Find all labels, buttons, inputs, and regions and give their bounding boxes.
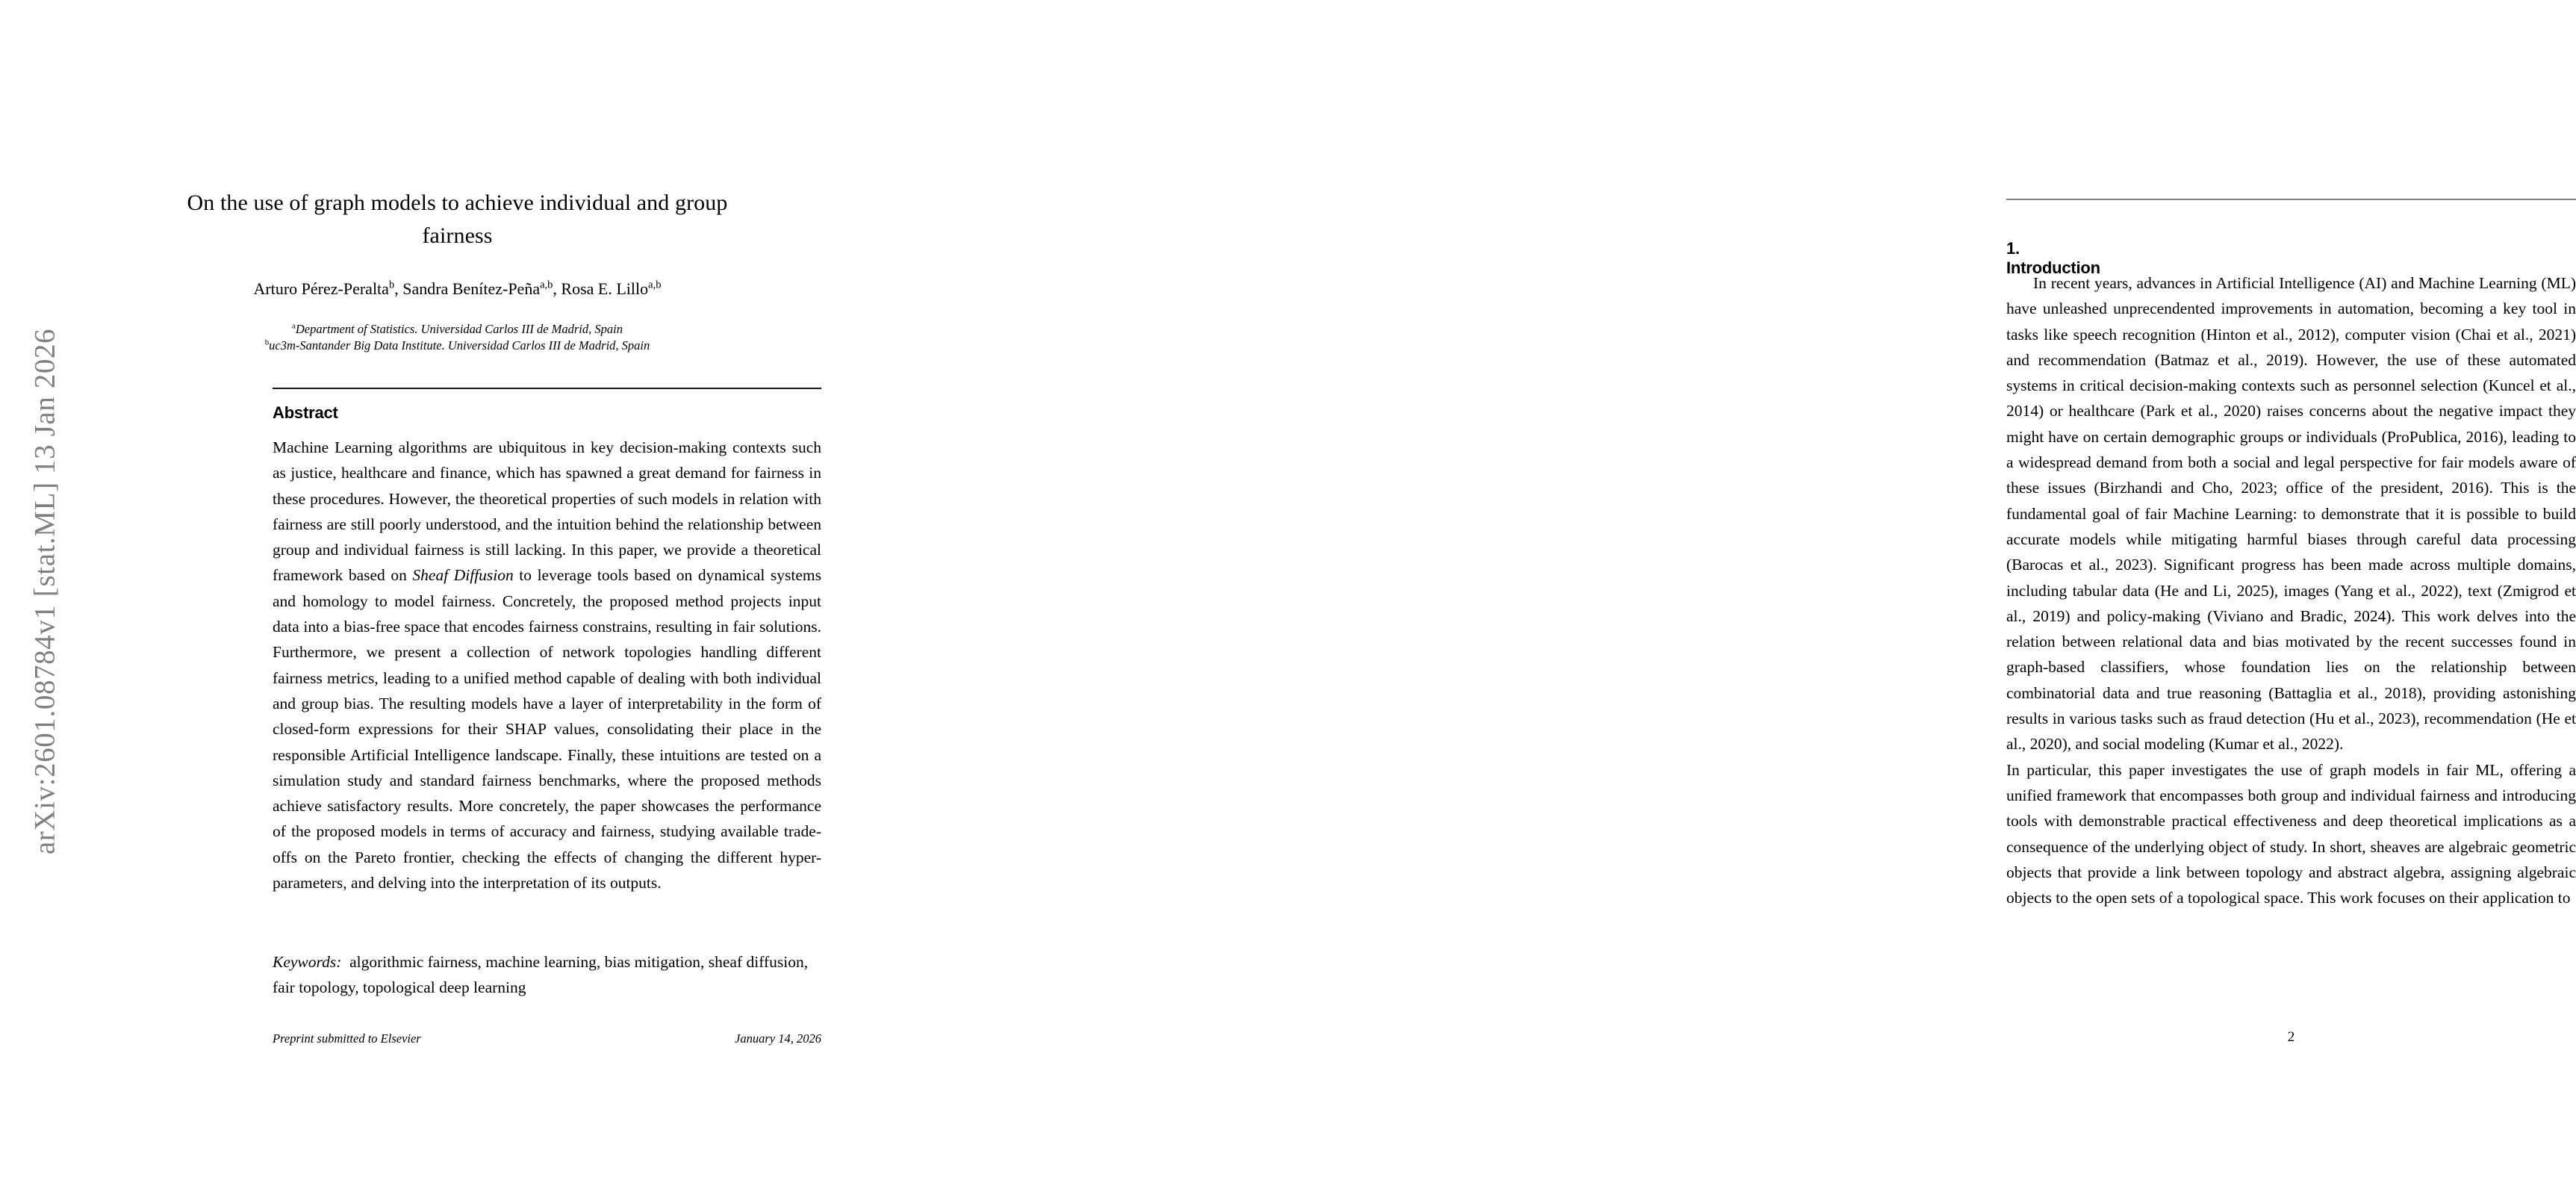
abstract-paragraph [273, 435, 821, 895]
affiliation-text-b: uc3m-Santander Big Data Institute. Universidad Carlos III de Madrid, Spain [269, 338, 650, 353]
affiliation-marker-a: a [292, 321, 296, 331]
affiliation-item [183, 338, 732, 354]
page-number: 2 [2287, 1029, 2295, 1045]
affiliation-marker-b: b [264, 338, 270, 347]
section-heading-introduction: 1. Introduction [2006, 239, 2100, 277]
author-affiliation-marker-2: a,b [540, 279, 553, 291]
author-list [183, 278, 732, 300]
affiliation-item [183, 321, 732, 338]
introduction-paragraph-1: In recent years, advances in Artificial Intelligence (AI) and Machine Learning (ML) have unleashed unprecendented improvements in automation, becoming a key tool in tasks like speech recognition (Hinton et al., 2012), computer vision (Chai et al., 2021) and recommendation (Batmaz et al., 2019). However, the use of these automated systems in critical decision-making contexts such as personnel selection (Kuncel et al., 2014) or healthcare (Park et al., 2020) raises concerns about the negative impact they might have on certain demographic groups or individuals (ProPublica, 2016), leading to a widespread demand from both a social and legal perspective for fair models aware of these issues (Birzhandi and Cho, 2023; office of the president, 2016). This is the fundamental goal of fair Machine Learning: to demonstrate that it is possible to build accurate models while mitigating harmful biases through careful data processing (Barocas et al., 2023). Significant progress has been made across multiple domains, including tabular data (He and Li, 2025), images (Yang et al., 2022), text (Zmigrod et al., 2019) and policy-making (Viviano and Bradic, 2024). This work delves into the relation between relational data and bias motivated by the recent successes found in graph-based classifiers, whose foundation lies on the relationship between combinatorial data and true reasoning (Battaglia et al., 2018), providing astonishing results in various tasks such as fraud detection (Hu et al., 2023), recommendation (He et al., 2020), and social modeling (Kumar et al., 2022). [2006, 274, 2576, 754]
author-name-2: Sandra Benítez-Peña [402, 279, 541, 298]
page-right-content [914, 0, 2576, 1183]
author-affiliation-marker-3: a,b [648, 279, 662, 291]
abstract-emphasis-sheaf-diffusion: Sheaf Diffusion [412, 566, 514, 585]
abstract-divider-rule [273, 388, 821, 389]
keywords-text: algorithmic fairness, machine learning, bias mitigation, sheaf diffusion, fair topology, topological deep learning [273, 953, 809, 997]
page-introduction [914, 0, 2576, 1183]
page-title: On the use of graph models to achieve individual and group fairness [187, 190, 728, 248]
author-name-3: Rosa E. Lillo [561, 279, 649, 298]
introduction-body [2006, 270, 2576, 910]
keywords-block [273, 949, 821, 1001]
abstract-body [273, 435, 821, 895]
author-separator-2: , [553, 279, 561, 298]
affiliation-list [183, 321, 732, 354]
abstract-text-part-1: Machine Learning algorithms are ubiquitous in key decision-making contexts such as justice, healthcare and finance, which has spawned a great demand for fairness in these procedures. However, the theoretical properties of such models in relation with fairness are still poorly understood, and the intuition behind the relationship between group and individual fairness is still lacking. In this paper, we provide a theoretical framework based on [273, 438, 821, 585]
introduction-paragraph-2: In particular, this paper investigates the use of graph models in fair ML, offering a unified framework that encompasses both group and individual fairness and introducing tools with demonstrable practical effectiveness and deep theoretical implications as a consequence of the underlying object of study. In short, sheaves are algebraic geometric objects that provide a link between topology and abstract algebra, assigning algebraic objects to the open sets of a topological space. This work focuses on their application to [2006, 760, 2576, 907]
author-separator-1: , [394, 279, 403, 298]
footer-preprint-note: Preprint submitted to Elsevier [273, 1031, 421, 1046]
arxiv-watermark-text: arXiv:2601.08784v1 [stat.ML] 13 Jan 2026 [28, 328, 61, 855]
page-left-content [90, 0, 914, 1183]
footer-date: January 14, 2026 [735, 1031, 821, 1046]
author-name-1: Arturo Pérez-Peralta [253, 279, 389, 298]
author-affiliation-marker-1: b [388, 279, 395, 291]
page-footer [273, 1031, 821, 1046]
page-title-page [90, 0, 914, 1183]
abstract-text-part-2: to leverage tools based on dynamical systems and homology to model fairness. Concretely, the proposed method projects input data into a bias-free space that encodes fairness constrains, resulting in fair solutions. Furthermore, we present a collection of network topologies handling different fairness metrics, leading to a unified method capable of dealing with both individual and group bias. The resulting models have a layer of interpretability in the form of closed-form expressions for their SHAP values, consolidating their place in the responsible Artificial Intelligence landscape. Finally, these intuitions are tested on a simulation study and standard fairness benchmarks, where the proposed methods achieve satisfactory results. More concretely, the paper showcases the performance of the proposed models in terms of accuracy and fairness, studying available trade-offs on the Pareto frontier, checking the effects of changing the different hyper-parameters, and delving into the interpretation of its outputs. [273, 566, 821, 892]
keywords-label: Keywords: [273, 953, 342, 971]
title-block [183, 187, 732, 354]
affiliation-text-a: Department of Statistics. Universidad Carlos III de Madrid, Spain [295, 322, 623, 336]
abstract-heading: Abstract [273, 403, 338, 422]
page-header-rule [2006, 199, 2576, 200]
